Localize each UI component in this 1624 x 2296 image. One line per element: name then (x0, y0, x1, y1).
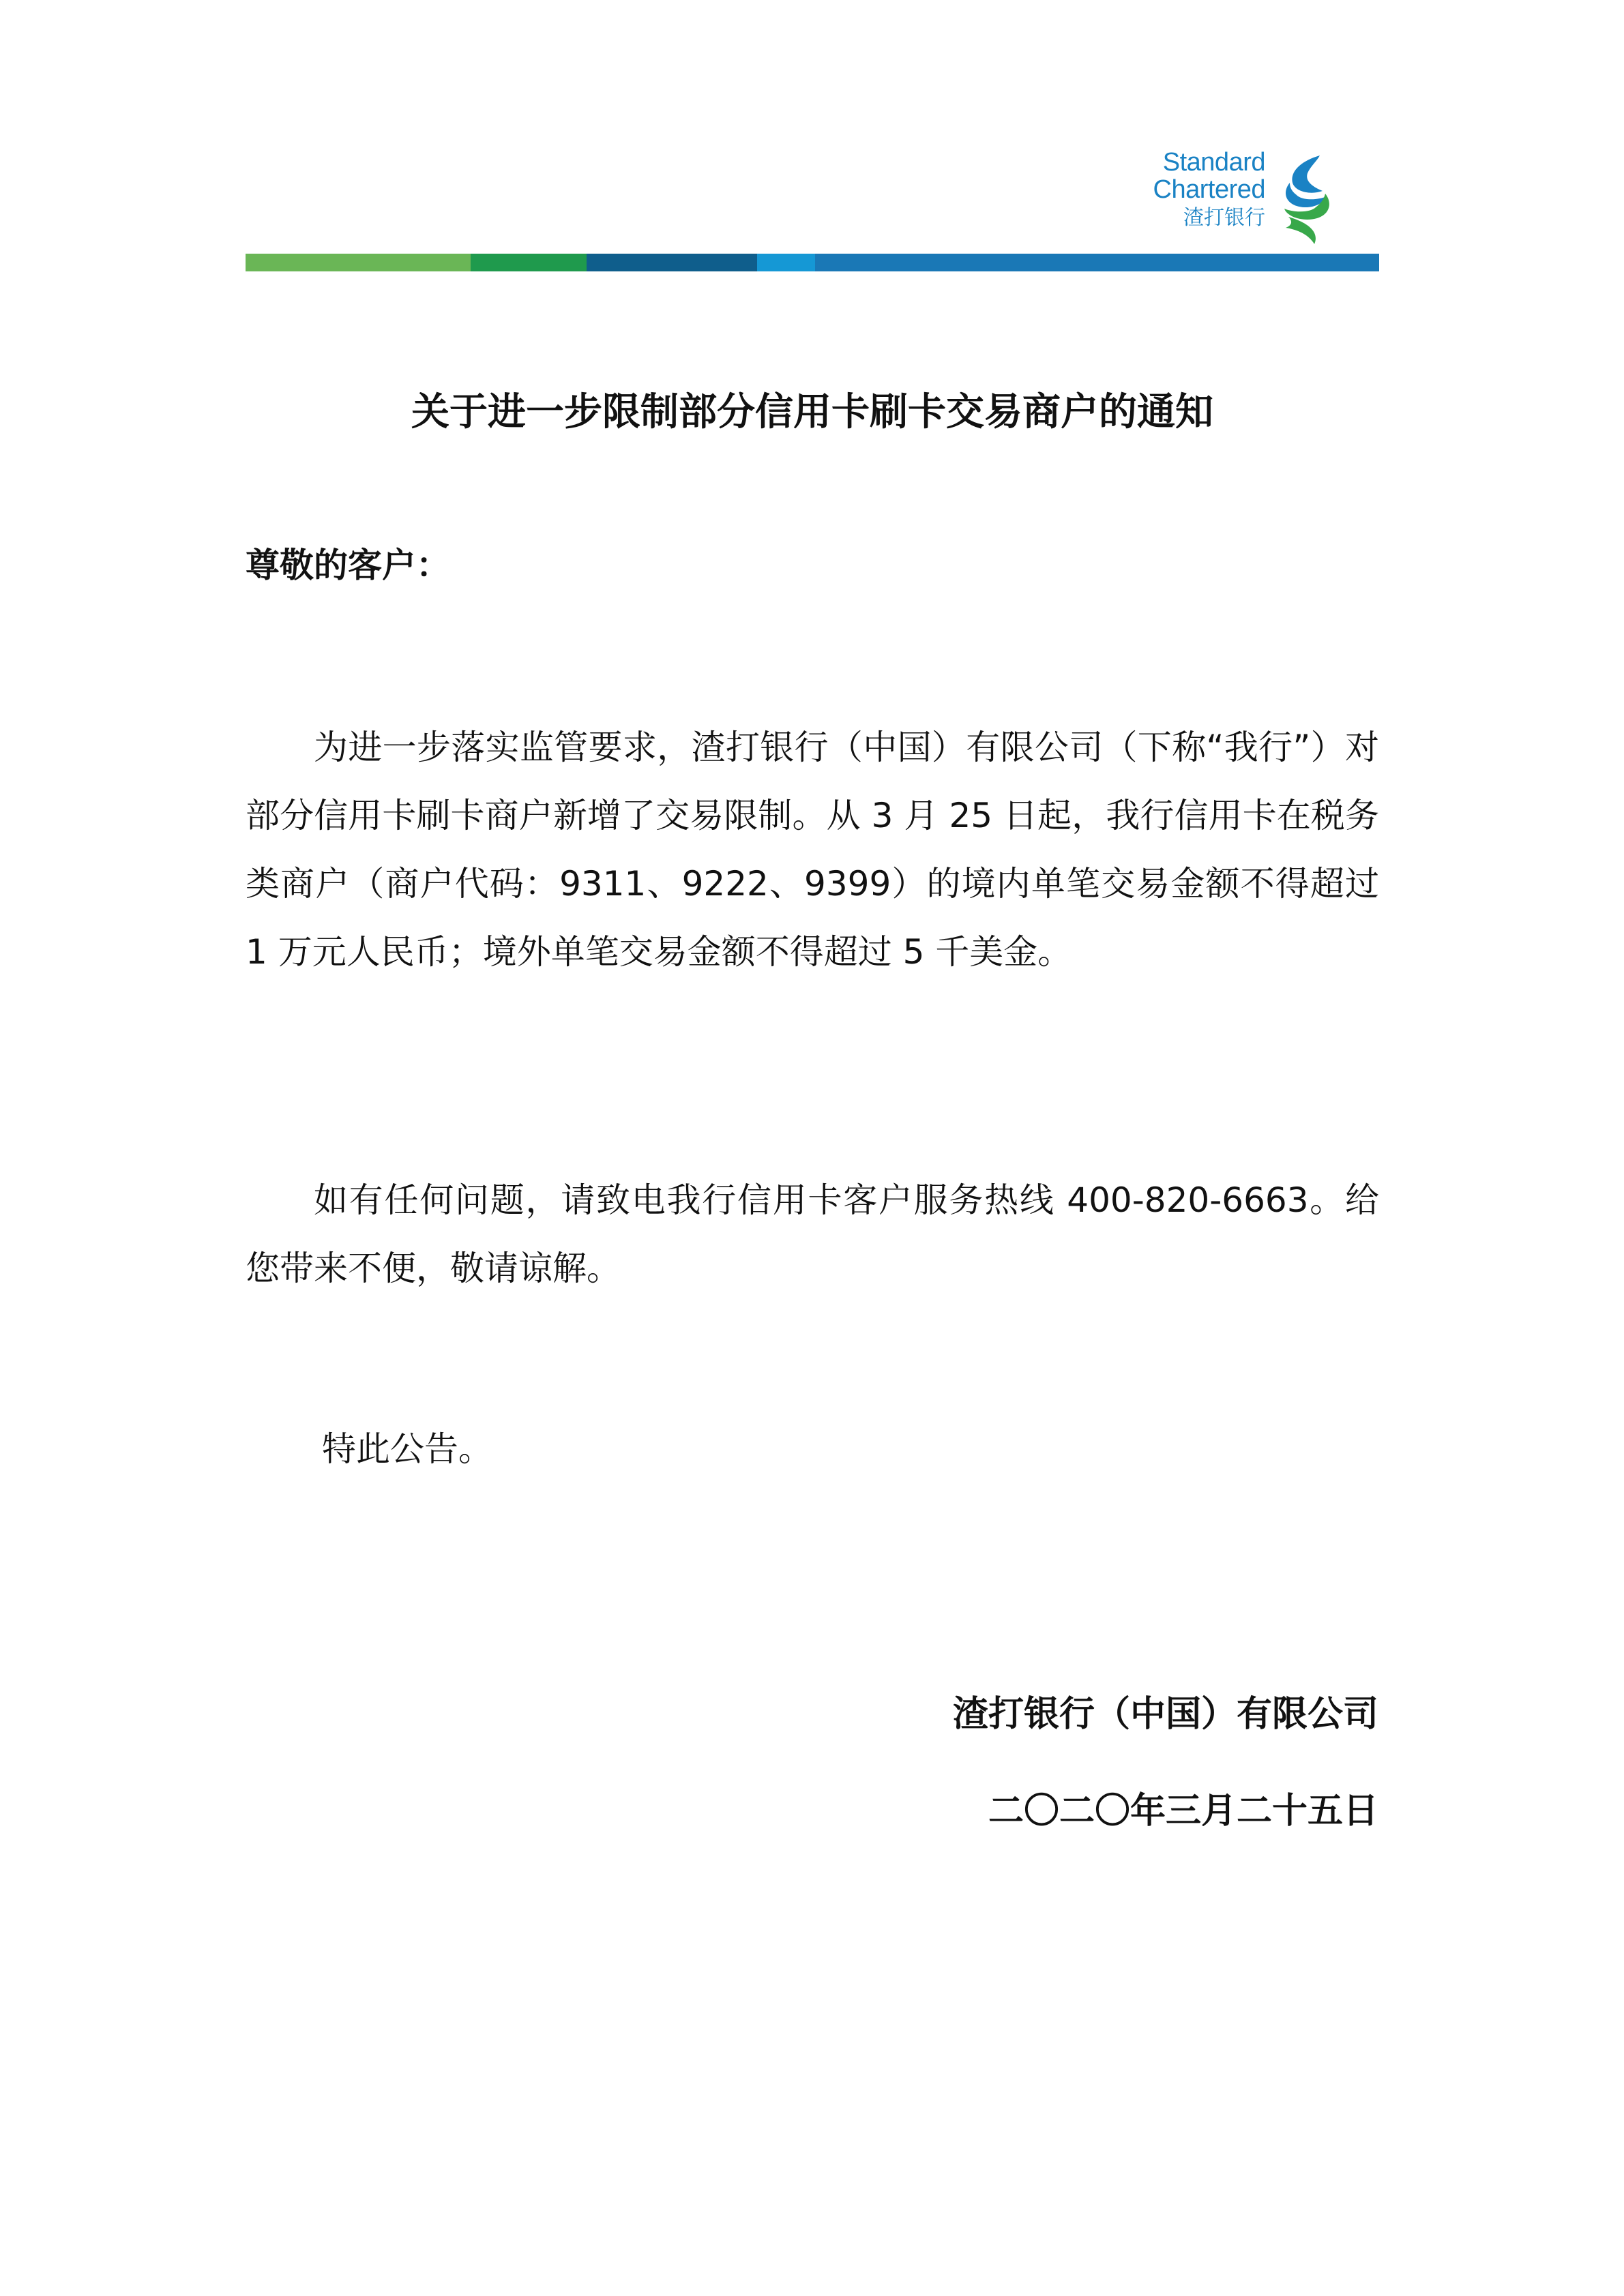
logo-text-line2: Chartered (1153, 175, 1265, 204)
bank-logo (1129, 149, 1347, 244)
logo-wordmark (1129, 149, 1265, 232)
bar-segment (815, 254, 1379, 271)
bar-segment (471, 254, 587, 271)
closing-statement: 特此公告。 (322, 1429, 492, 1469)
bar-segment (757, 254, 815, 271)
header-color-bar (246, 254, 1379, 271)
standard-chartered-logo-icon (1272, 151, 1338, 247)
signature-organization: 渣打银行（中国）有限公司 (952, 1694, 1378, 1735)
bar-segment (587, 254, 757, 271)
logo-text-chinese: 渣打银行 (1183, 206, 1265, 230)
notice-title: 关于进一步限制部分信用卡刷卡交易商户的通知 (411, 390, 1213, 434)
greeting: 尊敬的客户： (246, 546, 450, 585)
bar-segment (246, 254, 471, 271)
logo-text-line1: Standard (1162, 148, 1265, 177)
signature-date: 二〇二〇年三月二十五日 (988, 1791, 1378, 1832)
notice-paragraph-restrictions: 为进一步落实监管要求，渣打银行（中国）有限公司（下称“我行”）对部分信用卡刷卡商户新增了交易限制。从 3 月 25 日起，我行信用卡在税务类商户（商户代码：9311、9222、9399）的境内单笔交易金额不得超过 1 万元人民币；境外单笔交易金额不得超过 5 千美金。 (246, 728, 1379, 972)
notice-paragraph-contact: 如有任何问题，请致电我行信用卡客户服务热线 400-820-6663。给您带来不便，敬请谅解。 (246, 1180, 1379, 1288)
